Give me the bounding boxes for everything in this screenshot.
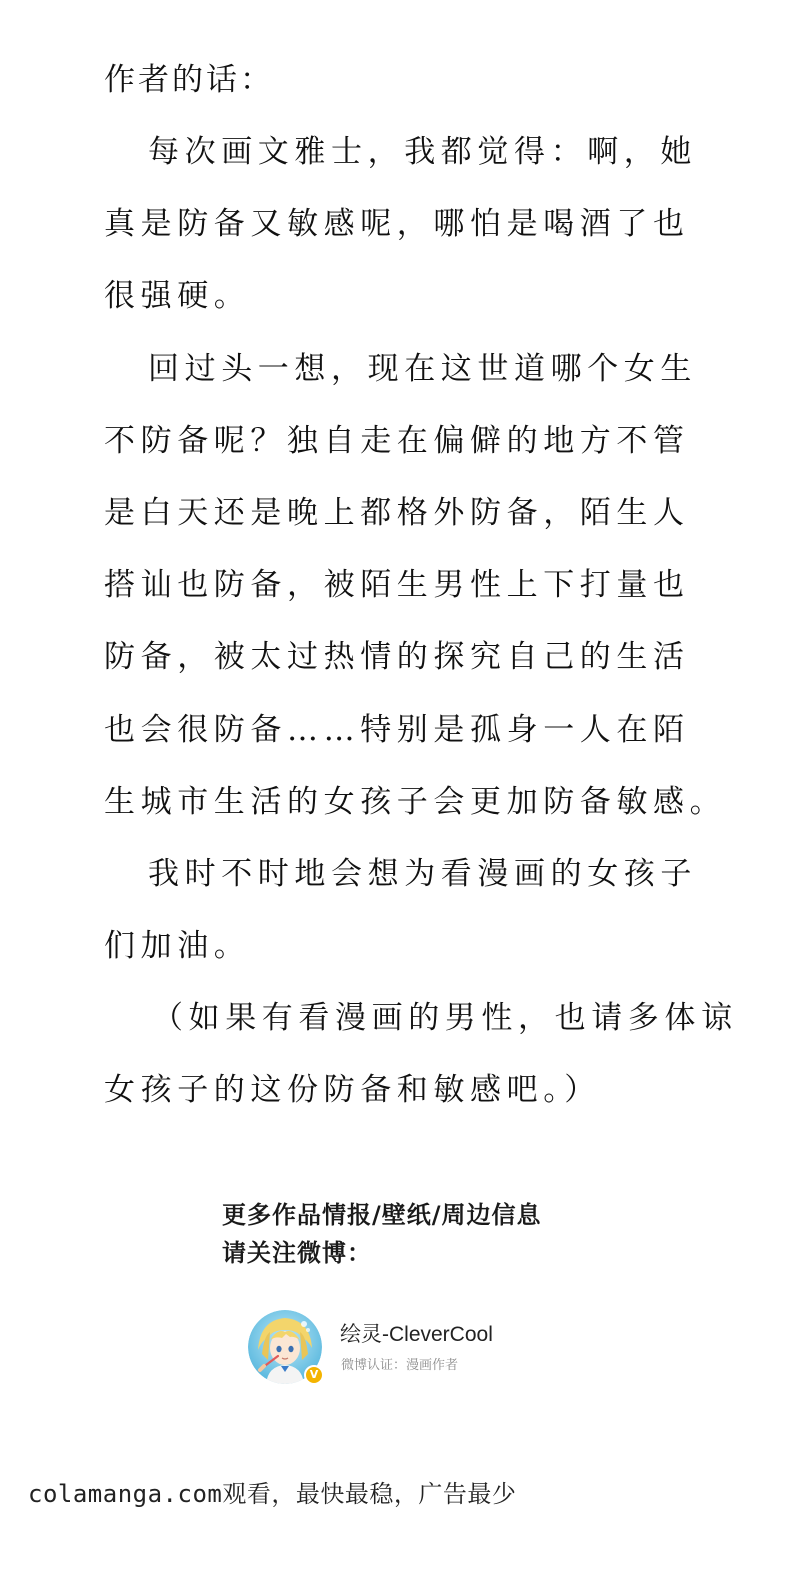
- note-line: 也会很防备……特别是孤身一人在陌: [104, 711, 690, 748]
- note-line: 生城市生活的女孩子会更加防备敏感。: [104, 783, 727, 820]
- profile-verification: 微博认证：漫画作者: [341, 1358, 459, 1373]
- note-line: 回过头一想，现在这世道哪个女生: [148, 350, 697, 387]
- site-watermark: colamanga.com观看，最快最稳，广告最少: [28, 1480, 517, 1508]
- note-line: （如果有看漫画的男性，也请多体谅: [152, 1000, 738, 1037]
- note-line: 很强硬。: [104, 278, 251, 315]
- note-line: 搭讪也防备，被陌生男性上下打量也: [104, 567, 690, 604]
- follow-prompt: [222, 1196, 582, 1272]
- note-line: 是白天还是晚上都格外防备，陌生人: [104, 494, 690, 531]
- note-line: 不防备呢？独自走在偏僻的地方不管: [104, 422, 690, 459]
- note-line: 每次画文雅士，我都觉得：啊，她: [148, 134, 697, 170]
- note-line: 们加油。: [104, 928, 251, 965]
- follow-info-line: 更多作品情报/壁纸/周边信息: [222, 1201, 542, 1229]
- note-line: 防备，被太过热情的探究自己的生活: [104, 639, 690, 676]
- weibo-profile-card[interactable]: [248, 1308, 568, 1388]
- note-title: 作者的话：: [104, 62, 274, 98]
- note-line: 真是防备又敏感呢，哪怕是喝酒了也: [104, 206, 690, 243]
- verified-badge-icon: V: [304, 1365, 324, 1385]
- note-line: 我时不时地会想为看漫画的女孩子: [148, 855, 697, 892]
- profile-name[interactable]: 绘灵-CleverCool: [340, 1323, 493, 1346]
- note-line: 女孩子的这份防备和敏感吧。）: [104, 1072, 601, 1109]
- author-note: [104, 44, 738, 1127]
- follow-weibo-line: 请关注微博：: [222, 1239, 372, 1267]
